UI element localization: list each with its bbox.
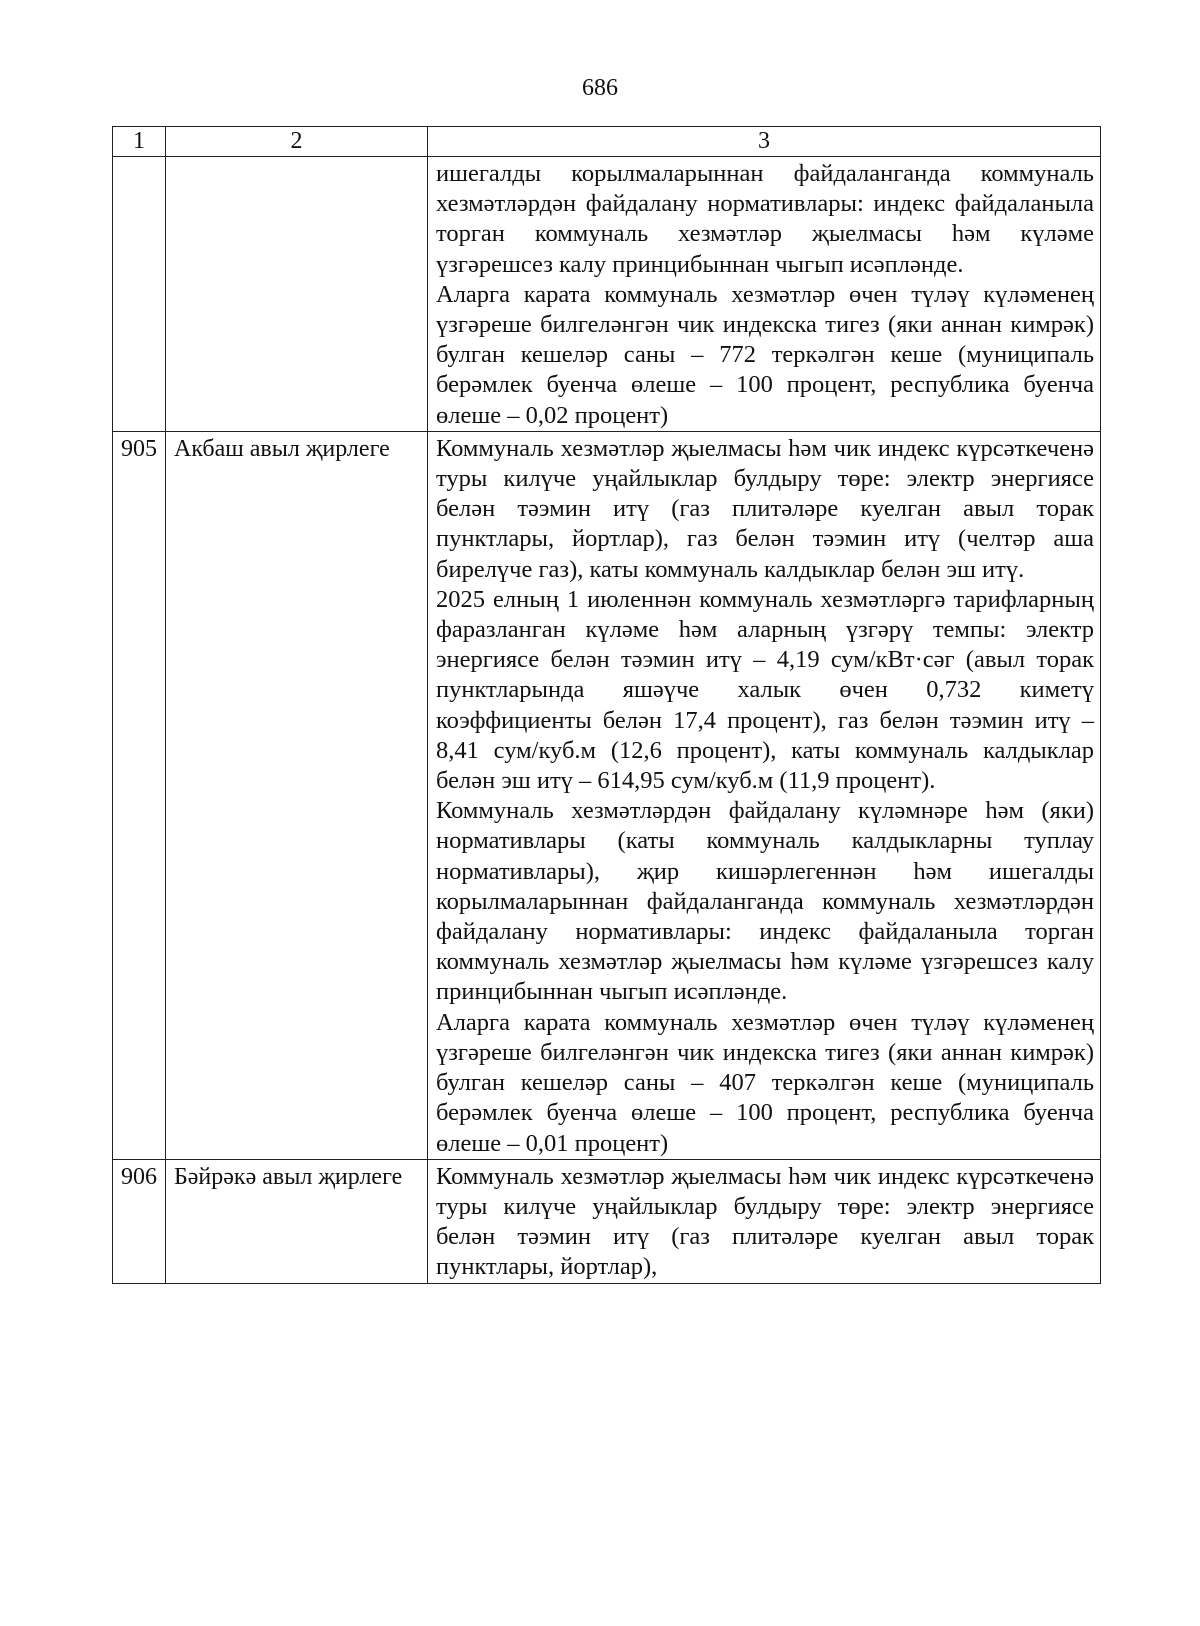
row-description: [428, 157, 1101, 432]
row-number: 906: [113, 1159, 166, 1283]
page-number: 686: [582, 75, 618, 101]
paragraph: Коммуналь хезмәтләр җыелмасы һәм чик индекс күрсәткеченә туры килүче уңайлыклар булдыру төре: электр энергиясе белән тәэмин итү (газ плитәләре куелган авыл торак пунктлары, йортлар),: [436, 1162, 1094, 1281]
column-header-3: 3: [428, 127, 1101, 157]
column-header-1: 1: [113, 127, 166, 157]
paragraph: 2025 елның 1 июленнән коммуналь хезмәтләргә тарифларның фаразланган күләме һәм аларның үзгәрү темпы: электр энергиясе белән тәэмин итү – 4,19 сум/кВт·сәг (авыл торак пунктларында яшәүче халык өчен 0,732 киметү коэффициенты белән 17,4 процент), газ белән тәэмин итү – 8,41 сум/куб.м (12,6 процент), каты коммуналь калдыклар белән эш итү – 614,95 сум/куб.м (11,9 процент).: [436, 585, 1094, 795]
paragraph: ишегалды корылмаларыннан файдаланганда коммуналь хезмәтләрдән файдалану нормативлары: индекс файдаланыла торган коммуналь хезмәтләр җыелмасы һәм күләме үзгәрешсез калу принцибыннан чыгып исәпләнде.: [436, 160, 1094, 278]
document-table: [112, 126, 1101, 1284]
table-row: [113, 1159, 1101, 1283]
paragraph: Коммуналь хезмәтләр җыелмасы һәм чик индекс күрсәткеченә туры килүче уңайлыклар булдыру төре: электр энергиясе белән тәэмин итү (газ плитәләре куелган авыл торак пунктлары, йортлар), газ белән тәэмин итү (челтәр аша бирелүче газ), каты коммуналь калдыклар белән эш итү.: [436, 434, 1094, 583]
table-row: [113, 157, 1101, 432]
paragraph: Аларга карата коммуналь хезмәтләр өчен түләү күләменең үзгәреше билгеләнгән чик индекска тигез (яки аннан кимрәк) булган кешеләр саны – 772 теркәлгән кеше (муниципаль берәмлек буенча өлеше – 100 процент, республика буенча өлеше – 0,02 процент): [436, 280, 1094, 429]
settlement-name: Бәйрәкә авыл җирлеге: [166, 1159, 428, 1283]
column-header-2: 2: [166, 127, 428, 157]
settlement-name: Акбаш авыл җирлеге: [166, 431, 428, 1159]
settlement-name: [166, 157, 428, 432]
row-description: [428, 431, 1101, 1159]
row-number: 905: [113, 431, 166, 1159]
row-description: [428, 1159, 1101, 1283]
paragraph: Аларга карата коммуналь хезмәтләр өчен түләү күләменең үзгәреше билгеләнгән чик индекска тигез (яки аннан кимрәк) булган кешеләр саны – 407 теркәлгән кеше (муниципаль берәмлек буенча өлеше – 100 процент, республика буенча өлеше – 0,01 процент): [436, 1008, 1094, 1157]
row-number: [113, 157, 166, 432]
paragraph: Коммуналь хезмәтләрдән файдалану күләмнәре һәм (яки) нормативлары (каты коммуналь калдыкларны туплау нормативлары), җир кишәрлегеннән һәм ишегалды корылмаларыннан файдаланганда коммуналь хезмәтләрдән файдалану нормативлары: индекс файдаланыла торган коммуналь хезмәтләр җыелмасы һәм күләме үзгәрешсез калу принцибыннан чыгып исәпләнде.: [436, 797, 1094, 1006]
table-row: [113, 431, 1101, 1159]
table-header-row: [113, 127, 1101, 157]
